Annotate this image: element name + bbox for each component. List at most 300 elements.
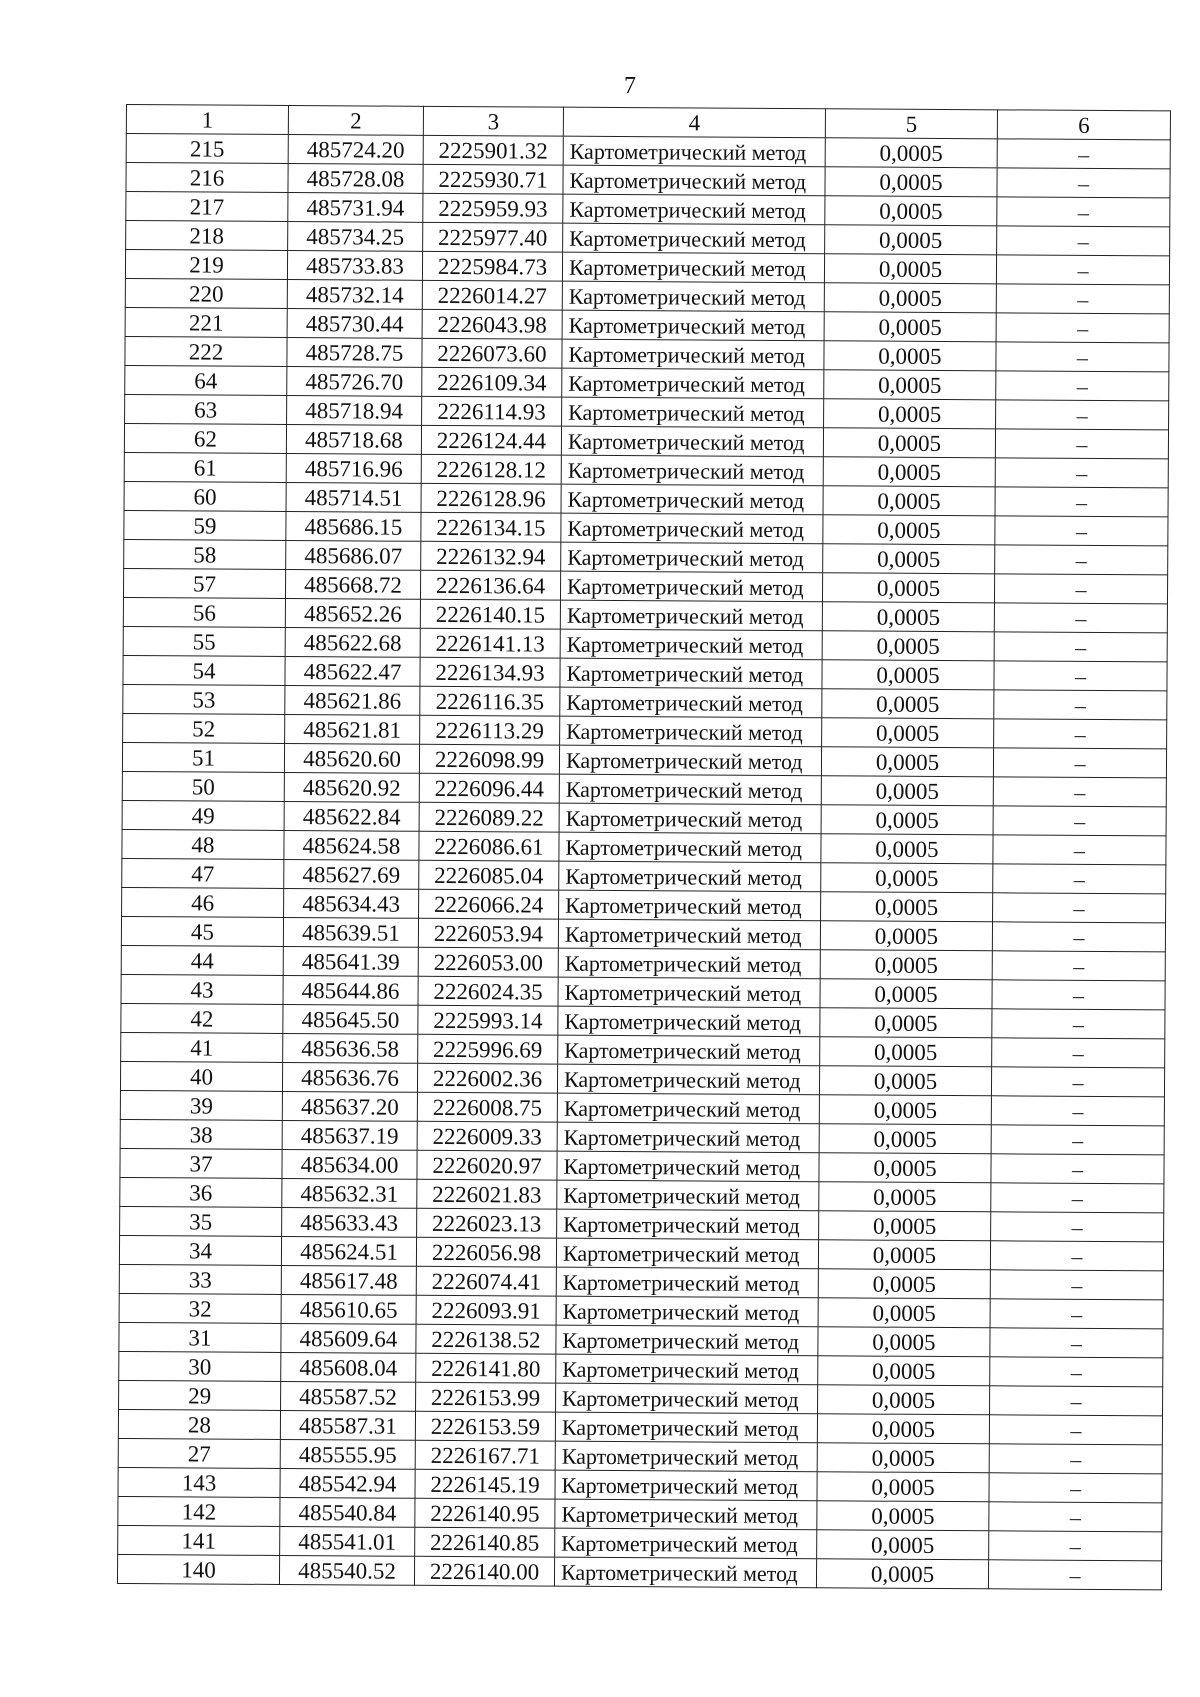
description-cell: – xyxy=(989,1531,1162,1561)
method-cell: Картометрический метод xyxy=(562,281,824,312)
header-cell-4: 4 xyxy=(563,107,825,138)
y-coordinate-cell: 2226167.71 xyxy=(415,1440,555,1470)
y-coordinate-cell: 2226140.15 xyxy=(420,599,560,629)
method-cell: Картометрический метод xyxy=(559,774,821,805)
y-coordinate-cell: 2226153.59 xyxy=(415,1411,555,1441)
point-number-cell: 216 xyxy=(126,163,288,193)
description-cell: – xyxy=(994,574,1167,604)
method-cell: Картометрический метод xyxy=(563,223,825,254)
accuracy-cell: 0,0005 xyxy=(818,1240,990,1270)
description-cell: – xyxy=(991,1212,1164,1242)
x-coordinate-cell: 485730.44 xyxy=(287,308,422,338)
y-coordinate-cell: 2226124.44 xyxy=(421,425,561,455)
point-number-cell: 215 xyxy=(126,134,288,164)
method-cell: Картометрический метод xyxy=(558,1035,820,1066)
description-cell: – xyxy=(992,951,1165,981)
point-number-cell: 36 xyxy=(120,1177,282,1207)
point-number-cell: 60 xyxy=(124,481,286,511)
x-coordinate-cell: 485686.07 xyxy=(286,540,421,570)
accuracy-cell: 0,0005 xyxy=(819,1153,991,1183)
point-number-cell: 34 xyxy=(119,1235,281,1265)
description-cell: – xyxy=(997,139,1170,169)
method-cell: Картометрический метод xyxy=(557,1093,819,1124)
point-number-cell: 32 xyxy=(119,1293,281,1323)
accuracy-cell: 0,0005 xyxy=(822,602,994,632)
point-number-cell: 142 xyxy=(118,1496,280,1526)
x-coordinate-cell: 485555.95 xyxy=(280,1439,415,1469)
x-coordinate-cell: 485624.51 xyxy=(281,1236,416,1266)
method-cell: Картометрический метод xyxy=(562,339,824,370)
x-coordinate-cell: 485637.20 xyxy=(282,1091,417,1121)
method-cell: Картометрический метод xyxy=(562,310,824,341)
point-number-cell: 52 xyxy=(123,713,285,743)
header-cell-1: 1 xyxy=(126,105,288,135)
y-coordinate-cell: 2226014.27 xyxy=(422,280,562,310)
x-coordinate-cell: 485634.00 xyxy=(282,1149,417,1179)
y-coordinate-cell: 2225996.69 xyxy=(418,1034,558,1064)
description-cell: – xyxy=(990,1328,1163,1358)
point-number-cell: 53 xyxy=(123,684,285,714)
point-number-cell: 40 xyxy=(120,1061,282,1091)
method-cell: Картометрический метод xyxy=(560,658,822,689)
accuracy-cell: 0,0005 xyxy=(818,1356,990,1386)
accuracy-cell: 0,0005 xyxy=(822,689,994,719)
x-coordinate-cell: 485587.52 xyxy=(281,1381,416,1411)
y-coordinate-cell: 2226009.33 xyxy=(417,1121,557,1151)
point-number-cell: 43 xyxy=(121,974,283,1004)
accuracy-cell: 0,0005 xyxy=(817,1530,989,1560)
accuracy-cell: 0,0005 xyxy=(817,1472,989,1502)
y-coordinate-cell: 2226074.41 xyxy=(416,1266,556,1296)
y-coordinate-cell: 2225984.73 xyxy=(422,251,562,281)
description-cell: – xyxy=(995,487,1168,517)
x-coordinate-cell: 485609.64 xyxy=(281,1323,416,1353)
accuracy-cell: 0,0005 xyxy=(819,1124,991,1154)
point-number-cell: 61 xyxy=(124,452,286,482)
x-coordinate-cell: 485621.86 xyxy=(285,685,420,715)
point-number-cell: 42 xyxy=(121,1003,283,1033)
method-cell: Картометрический метод xyxy=(563,136,825,167)
y-coordinate-cell: 2226098.99 xyxy=(419,744,559,774)
description-cell: – xyxy=(990,1270,1163,1300)
accuracy-cell: 0,0005 xyxy=(819,1211,991,1241)
description-cell: – xyxy=(996,313,1169,343)
accuracy-cell: 0,0005 xyxy=(816,1559,988,1589)
point-number-cell: 48 xyxy=(122,829,284,859)
method-cell: Картометрический метод xyxy=(556,1267,818,1298)
method-cell: Картометрический метод xyxy=(559,890,821,921)
point-number-cell: 218 xyxy=(126,221,288,251)
point-number-cell: 141 xyxy=(118,1525,280,1555)
point-number-cell: 50 xyxy=(122,771,284,801)
accuracy-cell: 0,0005 xyxy=(824,341,996,371)
point-number-cell: 44 xyxy=(121,945,283,975)
accuracy-cell: 0,0005 xyxy=(825,138,997,168)
y-coordinate-cell: 2226109.34 xyxy=(422,367,562,397)
point-number-cell: 63 xyxy=(125,394,287,424)
x-coordinate-cell: 485627.69 xyxy=(284,859,419,889)
accuracy-cell: 0,0005 xyxy=(824,254,996,284)
method-cell: Картометрический метод xyxy=(560,600,822,631)
description-cell: – xyxy=(990,1386,1163,1416)
y-coordinate-cell: 2226128.96 xyxy=(421,483,561,513)
point-number-cell: 221 xyxy=(125,307,287,337)
point-number-cell: 58 xyxy=(124,539,286,569)
accuracy-cell: 0,0005 xyxy=(821,747,993,777)
x-coordinate-cell: 485587.31 xyxy=(280,1410,415,1440)
table-body xyxy=(117,134,1170,1590)
x-coordinate-cell: 485639.51 xyxy=(283,917,418,947)
x-coordinate-cell: 485668.72 xyxy=(285,569,420,599)
description-cell: – xyxy=(989,1444,1162,1474)
y-coordinate-cell: 2226066.24 xyxy=(419,889,559,919)
method-cell: Картометрический метод xyxy=(555,1412,817,1443)
x-coordinate-cell: 485633.43 xyxy=(282,1207,417,1237)
point-number-cell: 62 xyxy=(124,423,286,453)
method-cell: Картометрический метод xyxy=(555,1499,817,1530)
y-coordinate-cell: 2225930.71 xyxy=(423,164,563,194)
x-coordinate-cell: 485542.94 xyxy=(280,1468,415,1498)
x-coordinate-cell: 485636.58 xyxy=(283,1033,418,1063)
x-coordinate-cell: 485620.60 xyxy=(284,743,419,773)
description-cell: – xyxy=(989,1473,1162,1503)
y-coordinate-cell: 2225993.14 xyxy=(418,1005,558,1035)
x-coordinate-cell: 485724.20 xyxy=(288,134,423,164)
point-number-cell: 35 xyxy=(120,1206,282,1236)
coordinates-table xyxy=(117,104,1171,1590)
description-cell: – xyxy=(996,284,1169,314)
accuracy-cell: 0,0005 xyxy=(818,1269,990,1299)
description-cell: – xyxy=(993,806,1166,836)
accuracy-cell: 0,0005 xyxy=(824,312,996,342)
y-coordinate-cell: 2226141.13 xyxy=(420,628,560,658)
description-cell: – xyxy=(996,400,1169,430)
accuracy-cell: 0,0005 xyxy=(824,370,996,400)
y-coordinate-cell: 2226096.44 xyxy=(419,773,559,803)
y-coordinate-cell: 2226134.93 xyxy=(420,657,560,687)
description-cell: – xyxy=(988,1560,1161,1590)
x-coordinate-cell: 485718.94 xyxy=(287,395,422,425)
y-coordinate-cell: 2226008.75 xyxy=(417,1092,557,1122)
y-coordinate-cell: 2226023.13 xyxy=(417,1208,557,1238)
header-cell-6: 6 xyxy=(997,110,1170,140)
header-cell-2: 2 xyxy=(288,105,423,135)
point-number-cell: 220 xyxy=(125,278,287,308)
point-number-cell: 54 xyxy=(123,655,285,685)
y-coordinate-cell: 2225901.32 xyxy=(423,135,563,165)
y-coordinate-cell: 2226021.83 xyxy=(417,1179,557,1209)
header-cell-3: 3 xyxy=(423,106,563,136)
method-cell: Картометрический метод xyxy=(563,165,825,196)
method-cell: Картометрический метод xyxy=(563,194,825,225)
accuracy-cell: 0,0005 xyxy=(821,863,993,893)
y-coordinate-cell: 2226053.00 xyxy=(418,947,558,977)
accuracy-cell: 0,0005 xyxy=(817,1501,989,1531)
description-cell: – xyxy=(995,458,1168,488)
point-number-cell: 41 xyxy=(121,1032,283,1062)
description-cell: – xyxy=(991,1096,1164,1126)
method-cell: Картометрический метод xyxy=(558,948,820,979)
y-coordinate-cell: 2226053.94 xyxy=(418,918,558,948)
description-cell: – xyxy=(994,632,1167,662)
accuracy-cell: 0,0005 xyxy=(821,834,993,864)
accuracy-cell: 0,0005 xyxy=(818,1298,990,1328)
point-number-cell: 57 xyxy=(123,568,285,598)
method-cell: Картометрический метод xyxy=(555,1470,817,1501)
y-coordinate-cell: 2226073.60 xyxy=(422,338,562,368)
accuracy-cell: 0,0005 xyxy=(820,1008,992,1038)
accuracy-cell: 0,0005 xyxy=(821,805,993,835)
x-coordinate-cell: 485731.94 xyxy=(288,192,423,222)
method-cell: Картометрический метод xyxy=(557,1180,819,1211)
accuracy-cell: 0,0005 xyxy=(823,428,995,458)
accuracy-cell: 0,0005 xyxy=(819,1066,991,1096)
y-coordinate-cell: 2226114.93 xyxy=(422,396,562,426)
description-cell: – xyxy=(991,1125,1164,1155)
x-coordinate-cell: 485728.75 xyxy=(287,337,422,367)
description-cell: – xyxy=(996,371,1169,401)
description-cell: – xyxy=(992,1038,1165,1068)
description-cell: – xyxy=(996,255,1169,285)
description-cell: – xyxy=(995,545,1168,575)
description-cell: – xyxy=(991,1067,1164,1097)
x-coordinate-cell: 485718.68 xyxy=(286,424,421,454)
x-coordinate-cell: 485541.01 xyxy=(280,1526,415,1556)
y-coordinate-cell: 2226153.99 xyxy=(416,1382,556,1412)
method-cell: Картометрический метод xyxy=(560,571,822,602)
point-number-cell: 29 xyxy=(119,1380,281,1410)
accuracy-cell: 0,0005 xyxy=(822,573,994,603)
y-coordinate-cell: 2226002.36 xyxy=(417,1063,557,1093)
description-cell: – xyxy=(996,342,1169,372)
x-coordinate-cell: 485540.52 xyxy=(279,1555,414,1585)
x-coordinate-cell: 485732.14 xyxy=(287,279,422,309)
point-number-cell: 222 xyxy=(125,336,287,366)
accuracy-cell: 0,0005 xyxy=(819,1095,991,1125)
x-coordinate-cell: 485610.65 xyxy=(281,1294,416,1324)
header-cell-5: 5 xyxy=(825,109,997,139)
accuracy-cell: 0,0005 xyxy=(823,544,995,574)
point-number-cell: 45 xyxy=(121,916,283,946)
method-cell: Картометрический метод xyxy=(558,1006,820,1037)
accuracy-cell: 0,0005 xyxy=(818,1327,990,1357)
accuracy-cell: 0,0005 xyxy=(824,399,996,429)
x-coordinate-cell: 485622.68 xyxy=(285,627,420,657)
description-cell: – xyxy=(994,603,1167,633)
method-cell: Картометрический метод xyxy=(560,716,822,747)
method-cell: Картометрический метод xyxy=(559,803,821,834)
method-cell: Картометрический метод xyxy=(557,1209,819,1240)
point-number-cell: 55 xyxy=(123,626,285,656)
x-coordinate-cell: 485714.51 xyxy=(286,482,421,512)
y-coordinate-cell: 2226093.91 xyxy=(416,1295,556,1325)
description-cell: – xyxy=(994,719,1167,749)
accuracy-cell: 0,0005 xyxy=(822,631,994,661)
y-coordinate-cell: 2226056.98 xyxy=(416,1237,556,1267)
table-row xyxy=(117,1554,1161,1589)
y-coordinate-cell: 2226024.35 xyxy=(418,976,558,1006)
point-number-cell: 47 xyxy=(122,858,284,888)
x-coordinate-cell: 485733.83 xyxy=(287,250,422,280)
x-coordinate-cell: 485620.92 xyxy=(284,772,419,802)
y-coordinate-cell: 2226085.04 xyxy=(419,860,559,890)
point-number-cell: 37 xyxy=(120,1148,282,1178)
accuracy-cell: 0,0005 xyxy=(824,283,996,313)
accuracy-cell: 0,0005 xyxy=(817,1414,989,1444)
description-cell: – xyxy=(989,1502,1162,1532)
method-cell: Картометрический метод xyxy=(562,368,824,399)
description-cell: – xyxy=(990,1241,1163,1271)
y-coordinate-cell: 2226141.80 xyxy=(416,1353,556,1383)
point-number-cell: 51 xyxy=(122,742,284,772)
method-cell: Картометрический метод xyxy=(559,832,821,863)
description-cell: – xyxy=(997,168,1170,198)
point-number-cell: 219 xyxy=(125,250,287,280)
method-cell: Картометрический метод xyxy=(558,977,820,1008)
accuracy-cell: 0,0005 xyxy=(822,660,994,690)
y-coordinate-cell: 2226145.19 xyxy=(415,1469,555,1499)
description-cell: – xyxy=(990,1357,1163,1387)
x-coordinate-cell: 485634.43 xyxy=(284,888,419,918)
x-coordinate-cell: 485624.58 xyxy=(284,830,419,860)
y-coordinate-cell: 2226138.52 xyxy=(416,1324,556,1354)
x-coordinate-cell: 485632.31 xyxy=(282,1178,417,1208)
x-coordinate-cell: 485622.84 xyxy=(284,801,419,831)
description-cell: – xyxy=(991,1154,1164,1184)
x-coordinate-cell: 485622.47 xyxy=(285,656,420,686)
method-cell: Картометрический метод xyxy=(555,1528,817,1559)
description-cell: – xyxy=(993,893,1166,923)
description-cell: – xyxy=(992,1009,1165,1039)
accuracy-cell: 0,0005 xyxy=(821,776,993,806)
y-coordinate-cell: 2225977.40 xyxy=(423,222,563,252)
x-coordinate-cell: 485608.04 xyxy=(281,1352,416,1382)
accuracy-cell: 0,0005 xyxy=(823,457,995,487)
x-coordinate-cell: 485540.84 xyxy=(280,1497,415,1527)
x-coordinate-cell: 485716.96 xyxy=(286,453,421,483)
point-number-cell: 143 xyxy=(118,1467,280,1497)
method-cell: Картометрический метод xyxy=(557,1122,819,1153)
method-cell: Картометрический метод xyxy=(560,687,822,718)
description-cell: – xyxy=(989,1415,1162,1445)
x-coordinate-cell: 485728.08 xyxy=(288,163,423,193)
accuracy-cell: 0,0005 xyxy=(825,225,997,255)
point-number-cell: 28 xyxy=(118,1409,280,1439)
description-cell: – xyxy=(995,516,1168,546)
y-coordinate-cell: 2226020.97 xyxy=(417,1150,557,1180)
accuracy-cell: 0,0005 xyxy=(823,515,995,545)
point-number-cell: 46 xyxy=(122,887,284,917)
x-coordinate-cell: 485686.15 xyxy=(286,511,421,541)
description-cell: – xyxy=(993,777,1166,807)
point-number-cell: 31 xyxy=(119,1322,281,1352)
x-coordinate-cell: 485637.19 xyxy=(282,1120,417,1150)
method-cell: Картометрический метод xyxy=(561,542,823,573)
description-cell: – xyxy=(997,226,1170,256)
y-coordinate-cell: 2226132.94 xyxy=(421,541,561,571)
y-coordinate-cell: 2226089.22 xyxy=(419,802,559,832)
accuracy-cell: 0,0005 xyxy=(825,196,997,226)
method-cell: Картометрический метод xyxy=(560,629,822,660)
y-coordinate-cell: 2226134.15 xyxy=(421,512,561,542)
method-cell: Картометрический метод xyxy=(554,1557,816,1588)
accuracy-cell: 0,0005 xyxy=(825,167,997,197)
point-number-cell: 217 xyxy=(126,192,288,222)
description-cell: – xyxy=(993,748,1166,778)
description-cell: – xyxy=(994,690,1167,720)
method-cell: Картометрический метод xyxy=(557,1064,819,1095)
y-coordinate-cell: 2226140.00 xyxy=(414,1556,554,1586)
accuracy-cell: 0,0005 xyxy=(822,718,994,748)
method-cell: Картометрический метод xyxy=(561,513,823,544)
description-cell: – xyxy=(994,661,1167,691)
accuracy-cell: 0,0005 xyxy=(821,892,993,922)
point-number-cell: 39 xyxy=(120,1090,282,1120)
x-coordinate-cell: 485617.48 xyxy=(281,1265,416,1295)
method-cell: Картометрический метод xyxy=(557,1151,819,1182)
accuracy-cell: 0,0005 xyxy=(819,1182,991,1212)
method-cell: Картометрический метод xyxy=(556,1383,818,1414)
accuracy-cell: 0,0005 xyxy=(818,1385,990,1415)
point-number-cell: 30 xyxy=(119,1351,281,1381)
method-cell: Картометрический метод xyxy=(556,1296,818,1327)
point-number-cell: 56 xyxy=(123,597,285,627)
y-coordinate-cell: 2226128.12 xyxy=(421,454,561,484)
point-number-cell: 38 xyxy=(120,1119,282,1149)
y-coordinate-cell: 2226086.61 xyxy=(419,831,559,861)
method-cell: Картометрический метод xyxy=(559,861,821,892)
description-cell: – xyxy=(993,835,1166,865)
point-number-cell: 64 xyxy=(125,365,287,395)
method-cell: Картометрический метод xyxy=(558,919,820,950)
point-number-cell: 59 xyxy=(124,510,286,540)
method-cell: Картометрический метод xyxy=(561,455,823,486)
y-coordinate-cell: 2226116.35 xyxy=(420,686,560,716)
description-cell: – xyxy=(997,197,1170,227)
accuracy-cell: 0,0005 xyxy=(817,1443,989,1473)
y-coordinate-cell: 2225959.93 xyxy=(423,193,563,223)
method-cell: Картометрический метод xyxy=(559,745,821,776)
x-coordinate-cell: 485636.76 xyxy=(282,1062,417,1092)
description-cell: – xyxy=(990,1299,1163,1329)
accuracy-cell: 0,0005 xyxy=(820,921,992,951)
method-cell: Картометрический метод xyxy=(556,1354,818,1385)
point-number-cell: 140 xyxy=(117,1554,279,1584)
method-cell: Картометрический метод xyxy=(562,252,824,283)
point-number-cell: 27 xyxy=(118,1438,280,1468)
description-cell: – xyxy=(995,429,1168,459)
method-cell: Картометрический метод xyxy=(561,426,823,457)
y-coordinate-cell: 2226043.98 xyxy=(422,309,562,339)
method-cell: Картометрический метод xyxy=(562,397,824,428)
x-coordinate-cell: 485644.86 xyxy=(283,975,418,1005)
method-cell: Картометрический метод xyxy=(556,1325,818,1356)
x-coordinate-cell: 485641.39 xyxy=(283,946,418,976)
method-cell: Картометрический метод xyxy=(556,1238,818,1269)
x-coordinate-cell: 485734.25 xyxy=(288,221,423,251)
page-number: 7 xyxy=(624,73,636,99)
y-coordinate-cell: 2226140.95 xyxy=(415,1498,555,1528)
accuracy-cell: 0,0005 xyxy=(820,950,992,980)
description-cell: – xyxy=(992,922,1165,952)
x-coordinate-cell: 485621.81 xyxy=(285,714,420,744)
method-cell: Картометрический метод xyxy=(561,484,823,515)
y-coordinate-cell: 2226140.85 xyxy=(415,1527,555,1557)
description-cell: – xyxy=(991,1183,1164,1213)
accuracy-cell: 0,0005 xyxy=(823,486,995,516)
point-number-cell: 33 xyxy=(119,1264,281,1294)
description-cell: – xyxy=(993,864,1166,894)
